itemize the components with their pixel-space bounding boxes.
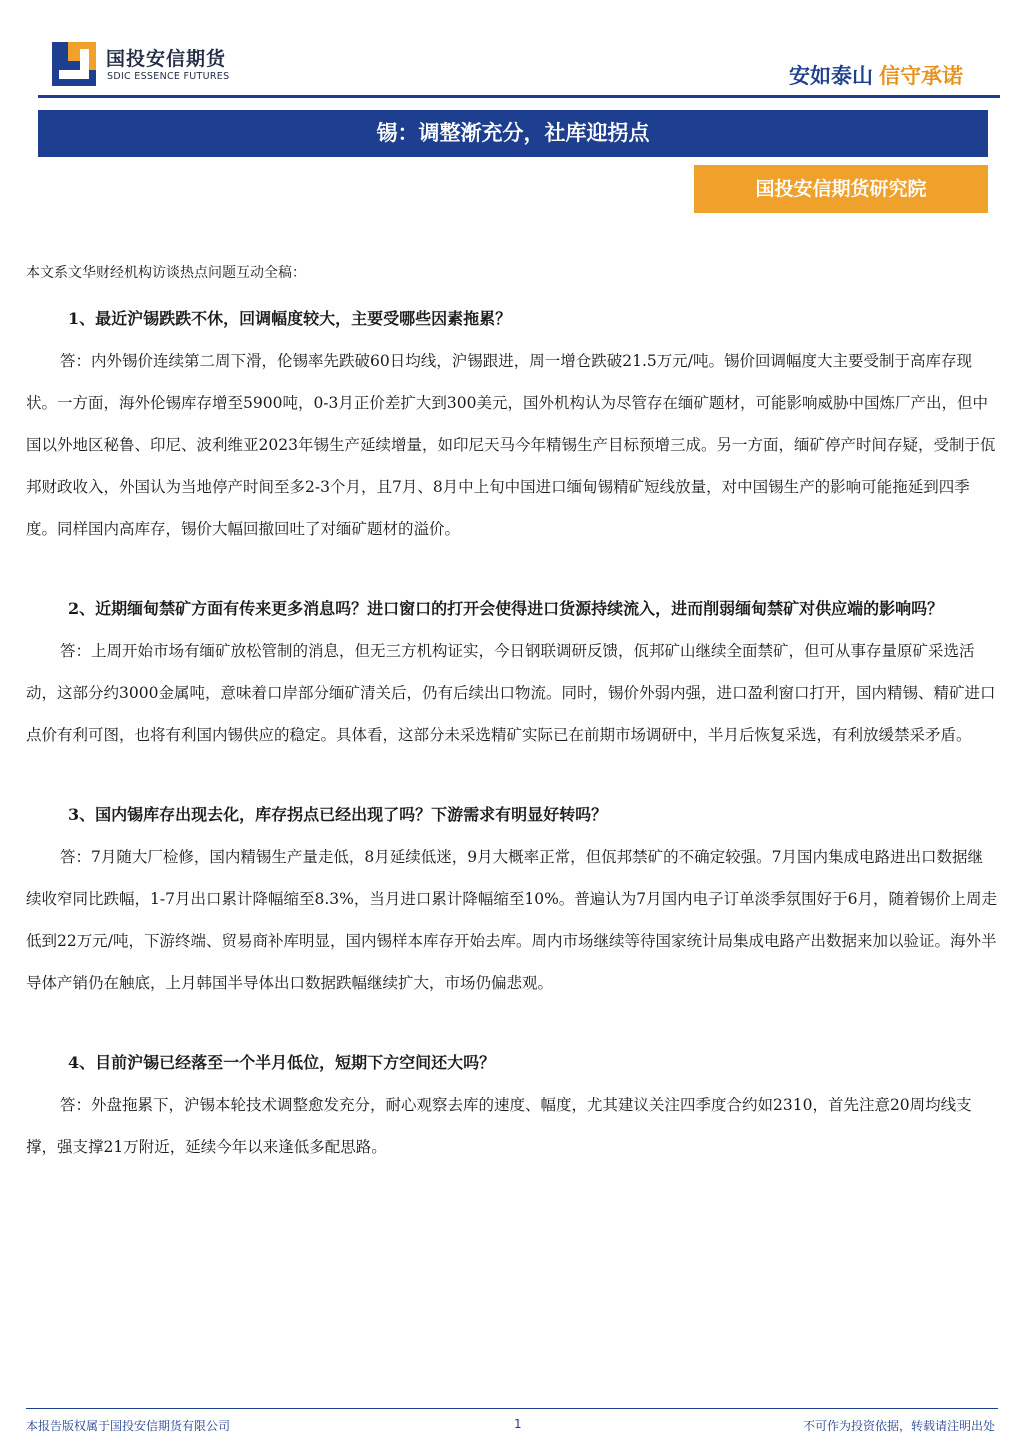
slogan [789, 60, 963, 90]
spacer [26, 1004, 998, 1042]
logo-mark-icon [52, 42, 96, 86]
report-title: 锡：调整渐充分，社库迎拐点 [38, 110, 988, 157]
question-3: 3、国内锡库存出现去化，库存拐点已经出现了吗？下游需求有明显好转吗？ [68, 805, 608, 824]
question-4: 4、目前沪锡已经落至一个半月低位，短期下方空间还大吗？ [68, 1053, 496, 1072]
answer-3: 答：7月随大厂检修，国内精锡生产量走低，8月延续低迷，9月大概率正常，但佤邦禁矿的不确定较强。7月国内集成电路进出口数据继续收窄同比跌幅，1-7月出口累计降幅缩至8.3%，当月进口累计降幅缩至10%。普遍认为7月国内电子订单淡季氛围好于6月，随着锡价上周走低到22万元/吨，下游终端、贸易商补库明显，国内锡样本库存开始去库。周内市场继续等待国家统计局集成电路产出数据来加以验证。海外半导体产销仍在触底，上月韩国半导体出口数据跌幅继续扩大，市场仍偏悲观。 [26, 848, 998, 992]
header-divider [38, 95, 1000, 98]
footer-copyright: 本报告版权属于国投安信期货有限公司 [26, 1419, 231, 1433]
logo-text-cn: 国投安信期货 [106, 48, 227, 70]
slogan-part1: 安如泰山 [789, 64, 873, 88]
footer-divider [26, 1408, 998, 1409]
spacer [26, 756, 998, 794]
spacer [26, 550, 998, 588]
company-logo [52, 40, 252, 88]
footer-disclaimer: 不可作为投资依据，转载请注明出处 [802, 1419, 995, 1433]
report-body [26, 262, 998, 1168]
organization-badge: 国投安信期货研究院 [694, 165, 988, 213]
answer-2: 答：上周开始市场有缅矿放松管制的消息，但无三方机构证实，今日钢联调研反馈，佤邦矿山继续全面禁矿，但可从事存量原矿采选活动，这部分约3000金属吨，意味着口岸部分缅矿清关后，仍有后续出口物流。同时，锡价外弱内强，进口盈利窗口打开，国内精锡、精矿进口点价有利可图，也将有利国内锡供应的稳定。具体看，这部分未采选精矿实际已在前期市场调研中，半月后恢复采选，有利放缓禁采矛盾。 [26, 642, 996, 744]
intro-text: 本文系文华财经机构访谈热点问题互动全稿： [26, 265, 306, 281]
answer-4: 答：外盘拖累下，沪锡本轮技术调整愈发充分，耐心观察去库的速度、幅度，尤其建议关注四季度合约如2310，首先注意20周均线支撑，强支撑21万附近，延续今年以来逢低多配思路。 [26, 1096, 972, 1156]
question-1: 1、最近沪锡跌跌不休，回调幅度较大，主要受哪些因素拖累？ [68, 309, 512, 328]
question-2: 2、近期缅甸禁矿方面有传来更多消息吗？进口窗口的打开会使得进口货源持续流入，进而削弱缅甸禁矿对供应端的影响吗？ [68, 599, 944, 618]
logo-text-en: SDIC ESSENCE FUTURES [107, 71, 230, 82]
slogan-part2: 信守承诺 [879, 64, 963, 88]
page-number: 1 [514, 1417, 522, 1431]
answer-1: 答：内外锡价连续第二周下滑，伦锡率先跌破60日均线，沪锡跟进，周一增仓跌破21.5万元/吨。锡价回调幅度大主要受制于高库存现状。一方面，海外伦锡库存增至5900吨，0-3月正价差扩大到300美元，国外机构认为尽管存在缅矿题材，可能影响威胁中国炼厂产出，但中国以外地区秘鲁、印尼、波利维亚2023年锡生产延续增量，如印尼天马今年精锡生产目标预增三成。另一方面，缅矿停产时间存疑，受制于佤邦财政收入，外国认为当地停产时间至多2-3个月，且7月、8月中上旬中国进口缅甸锡精矿短线放量，对中国锡生产的影响可能拖延到四季度。同样国内高库存，锡价大幅回撤回吐了对缅矿题材的溢价。 [26, 352, 996, 538]
